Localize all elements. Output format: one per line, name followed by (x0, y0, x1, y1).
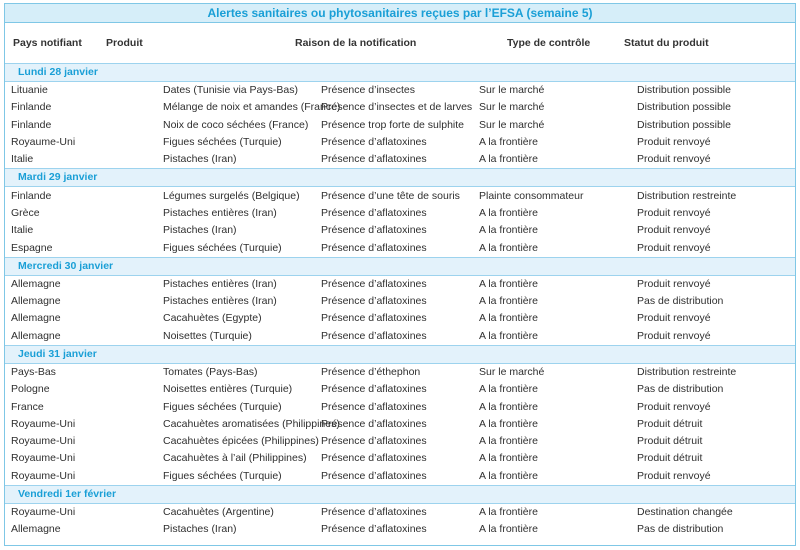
cell-raison: Présence d’aflatoxines (321, 295, 427, 308)
header-raison: Raison de la notification (295, 37, 417, 49)
cell-type-controle: A la frontière (479, 523, 538, 536)
cell-raison: Présence d’insectes et de larves (321, 101, 473, 114)
table-row (5, 187, 795, 205)
cell-pays: Allemagne (11, 329, 61, 342)
header-type-controle: Type de contrôle (507, 37, 591, 49)
cell-type-controle: A la frontière (479, 206, 538, 219)
table-row (5, 503, 795, 521)
table-row (5, 450, 795, 467)
cell-pays: Finlande (11, 101, 52, 114)
cell-produit: Tomates (Pays-Bas) (163, 366, 258, 378)
table-row (5, 521, 795, 538)
cell-type-controle: A la frontière (479, 469, 538, 482)
table-row (5, 433, 795, 450)
cell-raison: Présence d’une tête de souris (321, 189, 460, 202)
cell-type-controle: Sur le marché (479, 84, 545, 97)
cell-type-controle: A la frontière (479, 277, 538, 290)
cell-statut: Distribution possible (637, 101, 731, 114)
cell-produit: Pistaches entières (Iran) (163, 277, 277, 290)
cell-produit: Noisettes (Turquie) (163, 329, 252, 342)
cell-produit: Noisettes entières (Turquie) (163, 383, 293, 396)
cell-statut: Pas de distribution (637, 523, 724, 536)
cell-raison: Présence d’aflatoxines (321, 383, 427, 396)
cell-type-controle: A la frontière (479, 435, 538, 448)
day-group-header (5, 169, 795, 187)
cell-type-controle: A la frontière (479, 312, 538, 325)
cell-type-controle: A la frontière (479, 153, 538, 166)
day-group-header (5, 485, 795, 503)
table-title: Alertes sanitaires ou phytosanitaires reçues par l’EFSA (semaine 5) (5, 4, 795, 23)
cell-statut: Produit renvoyé (637, 312, 711, 325)
table-row (5, 398, 795, 415)
cell-produit: Légumes surgelés (Belgique) (163, 189, 300, 202)
cell-raison: Présence d’éthephon (321, 366, 421, 378)
table-row (5, 82, 795, 100)
table-header (5, 23, 795, 63)
cell-statut: Produit renvoyé (637, 329, 711, 342)
cell-statut: Distribution possible (637, 118, 731, 131)
cell-pays: Grèce (11, 206, 40, 219)
cell-raison: Présence d’aflatoxines (321, 206, 427, 219)
cell-raison: Présence d’aflatoxines (321, 153, 427, 166)
cell-produit: Figues séchées (Turquie) (163, 136, 282, 149)
cell-statut: Produit détruit (637, 435, 703, 448)
cell-produit: Mélange de noix et amandes (France) (163, 101, 341, 114)
cell-type-controle: A la frontière (479, 400, 538, 413)
cell-raison: Présence d’aflatoxines (321, 506, 427, 519)
day-group-header (5, 257, 795, 275)
cell-type-controle: A la frontière (479, 295, 538, 308)
cell-statut: Distribution possible (637, 84, 731, 97)
cell-statut: Pas de distribution (637, 295, 724, 308)
table-row (5, 205, 795, 222)
cell-statut: Produit renvoyé (637, 241, 711, 254)
cell-raison: Présence d’aflatoxines (321, 523, 427, 536)
cell-pays: Royaume-Uni (11, 417, 76, 430)
cell-produit: Noix de coco séchées (France) (163, 118, 309, 131)
cell-produit: Pistaches (Iran) (163, 523, 237, 536)
cell-type-controle: A la frontière (479, 506, 538, 519)
table-row (5, 134, 795, 151)
cell-produit: Figues séchées (Turquie) (163, 400, 282, 413)
cell-pays: Royaume-Uni (11, 452, 76, 465)
cell-pays: Royaume-Uni (11, 469, 76, 482)
cell-raison: Présence d’aflatoxines (321, 469, 427, 482)
table-row (5, 151, 795, 169)
cell-statut: Produit renvoyé (637, 136, 711, 149)
table-row (5, 293, 795, 310)
cell-pays: Espagne (11, 241, 53, 254)
cell-pays: Finlande (11, 118, 52, 131)
day-label: Vendredi 1er février (5, 485, 795, 503)
table-row (5, 99, 795, 116)
header-pays-notifiant: Pays notifiant (13, 37, 82, 49)
cell-statut: Produit détruit (637, 417, 703, 430)
cell-type-controle: Sur le marché (479, 366, 545, 378)
day-group-header (5, 64, 795, 82)
cell-produit: Pistaches entières (Iran) (163, 295, 277, 308)
cell-pays: Pays-Bas (11, 366, 56, 378)
cell-pays: Pologne (11, 383, 50, 396)
cell-produit: Cacahuètes (Egypte) (163, 312, 262, 325)
cell-raison: Présence d’aflatoxines (321, 277, 427, 290)
header-produit: Produit (106, 37, 143, 49)
table-row (5, 117, 795, 134)
cell-produit: Cacahuètes aromatisées (Philippines) (163, 417, 340, 430)
day-label: Jeudi 31 janvier (5, 345, 795, 363)
cell-raison: Présence trop forte de sulphite (321, 118, 465, 131)
cell-raison: Présence d’aflatoxines (321, 136, 427, 149)
cell-type-controle: A la frontière (479, 136, 538, 149)
cell-produit: Figues séchées (Turquie) (163, 241, 282, 254)
cell-produit: Pistaches entières (Iran) (163, 206, 277, 219)
cell-produit: Cacahuètes épicées (Philippines) (163, 435, 319, 448)
table-row (5, 328, 795, 346)
cell-raison: Présence d’aflatoxines (321, 417, 427, 430)
cell-type-controle: A la frontière (479, 383, 538, 396)
cell-raison: Présence d’aflatoxines (321, 224, 427, 237)
cell-pays: Italie (11, 224, 34, 237)
day-label: Mardi 29 janvier (5, 169, 795, 187)
cell-statut: Produit renvoyé (637, 224, 711, 237)
cell-type-controle: A la frontière (479, 417, 538, 430)
header-statut: Statut du produit (624, 37, 709, 49)
cell-pays: Royaume-Uni (11, 136, 76, 149)
cell-produit: Pistaches (Iran) (163, 224, 237, 237)
cell-pays: Allemagne (11, 277, 61, 290)
table-row (5, 222, 795, 239)
cell-raison: Présence d’aflatoxines (321, 329, 427, 342)
cell-pays: Royaume-Uni (11, 506, 76, 519)
cell-raison: Présence d’insectes (321, 84, 415, 97)
cell-pays: Royaume-Uni (11, 435, 76, 448)
day-label: Lundi 28 janvier (5, 64, 795, 82)
cell-produit: Figues séchées (Turquie) (163, 469, 282, 482)
cell-statut: Produit détruit (637, 452, 703, 465)
table-row (5, 416, 795, 433)
table-row (5, 381, 795, 398)
cell-statut: Destination changée (637, 506, 733, 519)
cell-pays: Finlande (11, 189, 52, 202)
cell-type-controle: A la frontière (479, 329, 538, 342)
table-row (5, 239, 795, 257)
cell-type-controle: A la frontière (479, 224, 538, 237)
cell-raison: Présence d’aflatoxines (321, 241, 427, 254)
cell-produit: Pistaches (Iran) (163, 153, 237, 166)
cell-produit: Cacahuètes (Argentine) (163, 506, 274, 519)
table-row (5, 363, 795, 381)
cell-type-controle: A la frontière (479, 241, 538, 254)
cell-statut: Produit renvoyé (637, 469, 711, 482)
cell-statut: Produit renvoyé (637, 153, 711, 166)
cell-statut: Produit renvoyé (637, 277, 711, 290)
cell-statut: Distribution restreinte (637, 189, 737, 202)
cell-raison: Présence d’aflatoxines (321, 400, 427, 413)
cell-raison: Présence d’aflatoxines (321, 435, 427, 448)
cell-pays: Italie (11, 153, 34, 166)
cell-statut: Produit renvoyé (637, 206, 711, 219)
alerts-table (5, 63, 795, 539)
cell-pays: Allemagne (11, 523, 61, 536)
cell-statut: Pas de distribution (637, 383, 724, 396)
day-label: Mercredi 30 janvier (5, 257, 795, 275)
table-row (5, 310, 795, 327)
table-row (5, 275, 795, 293)
cell-type-controle: Sur le marché (479, 101, 545, 114)
alert-table-panel (4, 3, 796, 546)
cell-pays: Allemagne (11, 295, 61, 308)
cell-produit: Cacahuètes à l’ail (Philippines) (163, 452, 307, 465)
cell-raison: Présence d’aflatoxines (321, 452, 427, 465)
day-group-header (5, 345, 795, 363)
cell-statut: Distribution restreinte (637, 366, 737, 378)
table-row (5, 468, 795, 486)
cell-produit: Dates (Tunisie via Pays-Bas) (163, 84, 298, 97)
cell-raison: Présence d’aflatoxines (321, 312, 427, 325)
cell-type-controle: Sur le marché (479, 118, 545, 131)
cell-pays: France (11, 400, 44, 413)
cell-statut: Produit renvoyé (637, 400, 711, 413)
cell-pays: Lituanie (11, 84, 48, 97)
cell-pays: Allemagne (11, 312, 61, 325)
cell-type-controle: A la frontière (479, 452, 538, 465)
cell-type-controle: Plainte consommateur (479, 189, 584, 202)
